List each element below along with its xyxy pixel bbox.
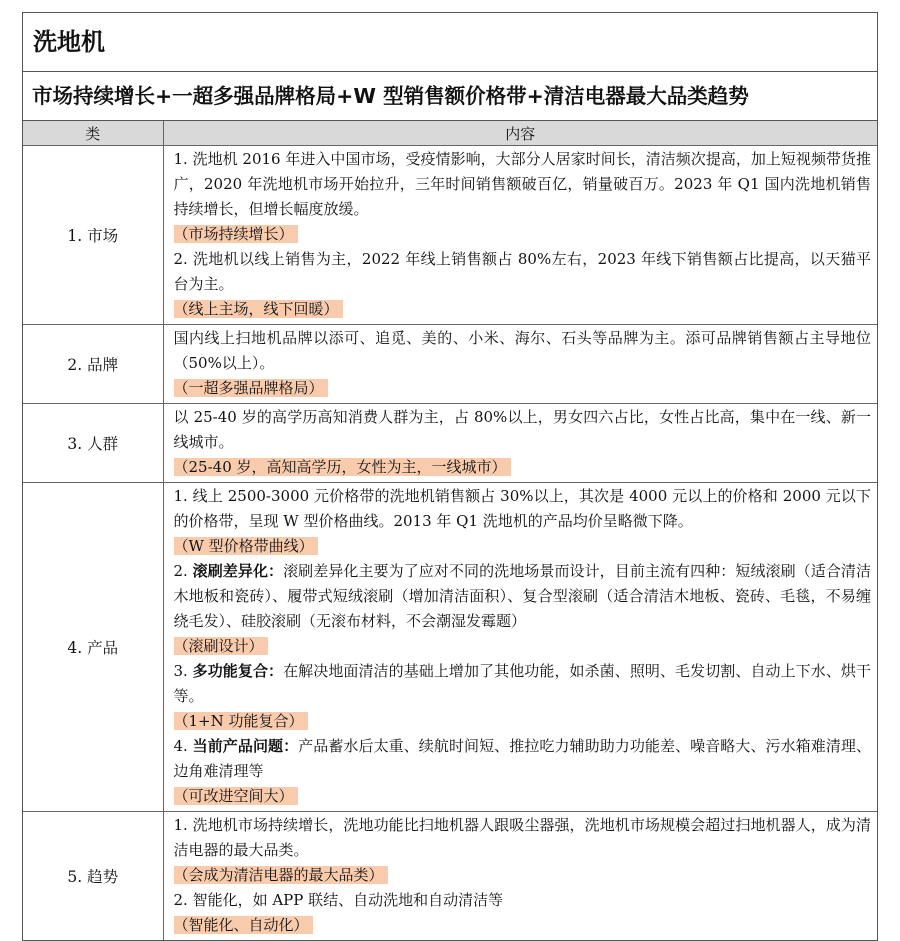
document-subtitle: 市场持续增长+一超多强品牌格局+W 型销售额价格带+清洁电器最大品类趋势 (23, 72, 877, 121)
content-cell (163, 483, 877, 812)
content-text: 国内线上扫地机品牌以添可、追觅、美的、小米、海尔、石头等品牌为主。添可品牌销售额占主导地位（50%以上）。 (173, 329, 871, 372)
content-cell (163, 325, 877, 404)
category-cell: 4. 产品 (23, 483, 163, 812)
table-row-trend (23, 812, 877, 941)
category-cell: 1. 市场 (23, 146, 163, 325)
highlight-tag: （会成为清洁电器的最大品类） (174, 866, 388, 884)
item-text: 滚刷差异化主要为了应对不同的洗地场景而设计，目前主流有四种：短绒滚刷（适合清洁木地板和瓷砖）、履带式短绒滚刷（增加清洁面积）、复合型滚刷（适合清洁木地板、瓷砖、毛毯，不易缠绕毛发）、硅胶滚刷（无滚布材料，不会潮湿发霉题） (173, 562, 871, 630)
table-header-row (23, 121, 877, 146)
table-row-market (23, 146, 877, 325)
header-content: 内容 (163, 121, 877, 146)
content-text (174, 659, 872, 709)
item-number: 4. (173, 737, 193, 755)
content-cell (163, 812, 877, 941)
content-text: 2. 洗地机以线上销售为主，2022 年线上销售额占 80%左右，2023 年线下销售额占比提高，以天猫平台为主。 (173, 250, 871, 293)
table-row-brand (23, 325, 877, 404)
category-cell: 2. 品牌 (23, 325, 163, 404)
highlight-tag: （智能化、自动化） (174, 916, 313, 934)
keyword-label: 多功能复合： (192, 662, 284, 680)
document-title: 洗地机 (23, 13, 877, 72)
highlight-tag: （市场持续增长） (174, 225, 298, 243)
content-text: 1. 洗地机市场持续增长，洗地功能比扫地机器人跟吸尘器强，洗地机市场规模会超过扫地机器人，成为清洁电器的最大品类。 (173, 816, 871, 859)
highlight-tag: （可改进空间大） (174, 787, 298, 805)
table-row-audience (23, 404, 877, 483)
table-row-product (23, 483, 877, 812)
content-cell (163, 404, 877, 483)
category-cell: 5. 趋势 (23, 812, 163, 941)
content-text: 2. 智能化，如 APP 联结、自动洗地和自动清洁等 (173, 891, 504, 909)
info-table (23, 121, 877, 940)
highlight-tag: （线上主场，线下回暖） (174, 300, 343, 318)
item-text: 在解决地面清洁的基础上增加了其他功能，如杀菌、照明、毛发切割、自动上下水、烘干等。 (173, 662, 871, 705)
header-category: 类 (23, 121, 163, 146)
category-cell: 3. 人群 (23, 404, 163, 483)
keyword-label: 当前产品问题： (192, 737, 299, 755)
content-text (174, 559, 872, 634)
content-text: 以 25-40 岁的高学历高知消费人群为主，占 80%以上，男女四六占比，女性占比高，集中在一线、新一线城市。 (173, 408, 871, 451)
item-number: 3. (173, 662, 193, 680)
content-text (174, 734, 872, 784)
item-number: 2. (173, 562, 193, 580)
content-cell (163, 146, 877, 325)
content-text: 1. 线上 2500-3000 元价格带的洗地机销售额占 30%以上，其次是 4000 元以上的价格和 2000 元以下的价格带，呈现 W 型价格曲线。2013 年 Q1 洗地机的产品均价呈略微下降。 (173, 487, 871, 530)
keyword-label: 滚刷差异化： (192, 562, 284, 580)
content-text: 1. 洗地机 2016 年进入中国市场，受疫情影响，大部分人居家时间长，清洁频次提高，加上短视频带货推广，2020 年洗地机市场开始拉升，三年时间销售额破百亿，销量破百万。2023 年 Q1 国内洗地机销售持续增长，但增长幅度放缓。 (173, 150, 871, 218)
highlight-tag: （25-40 岁，高知高学历，女性为主，一线城市） (174, 458, 511, 476)
highlight-tag: （一超多强品牌格局） (174, 379, 328, 397)
highlight-tag: （W 型价格带曲线） (174, 537, 318, 555)
highlight-tag: （1+N 功能复合） (174, 712, 308, 730)
highlight-tag: （滚刷设计） (174, 637, 268, 655)
document-sheet (22, 12, 878, 941)
item-text: 产品蓄水后太重、续航时间短、推拉吃力辅助助力功能差、噪音略大、污水箱难清理、边角难清理等 (173, 737, 871, 780)
